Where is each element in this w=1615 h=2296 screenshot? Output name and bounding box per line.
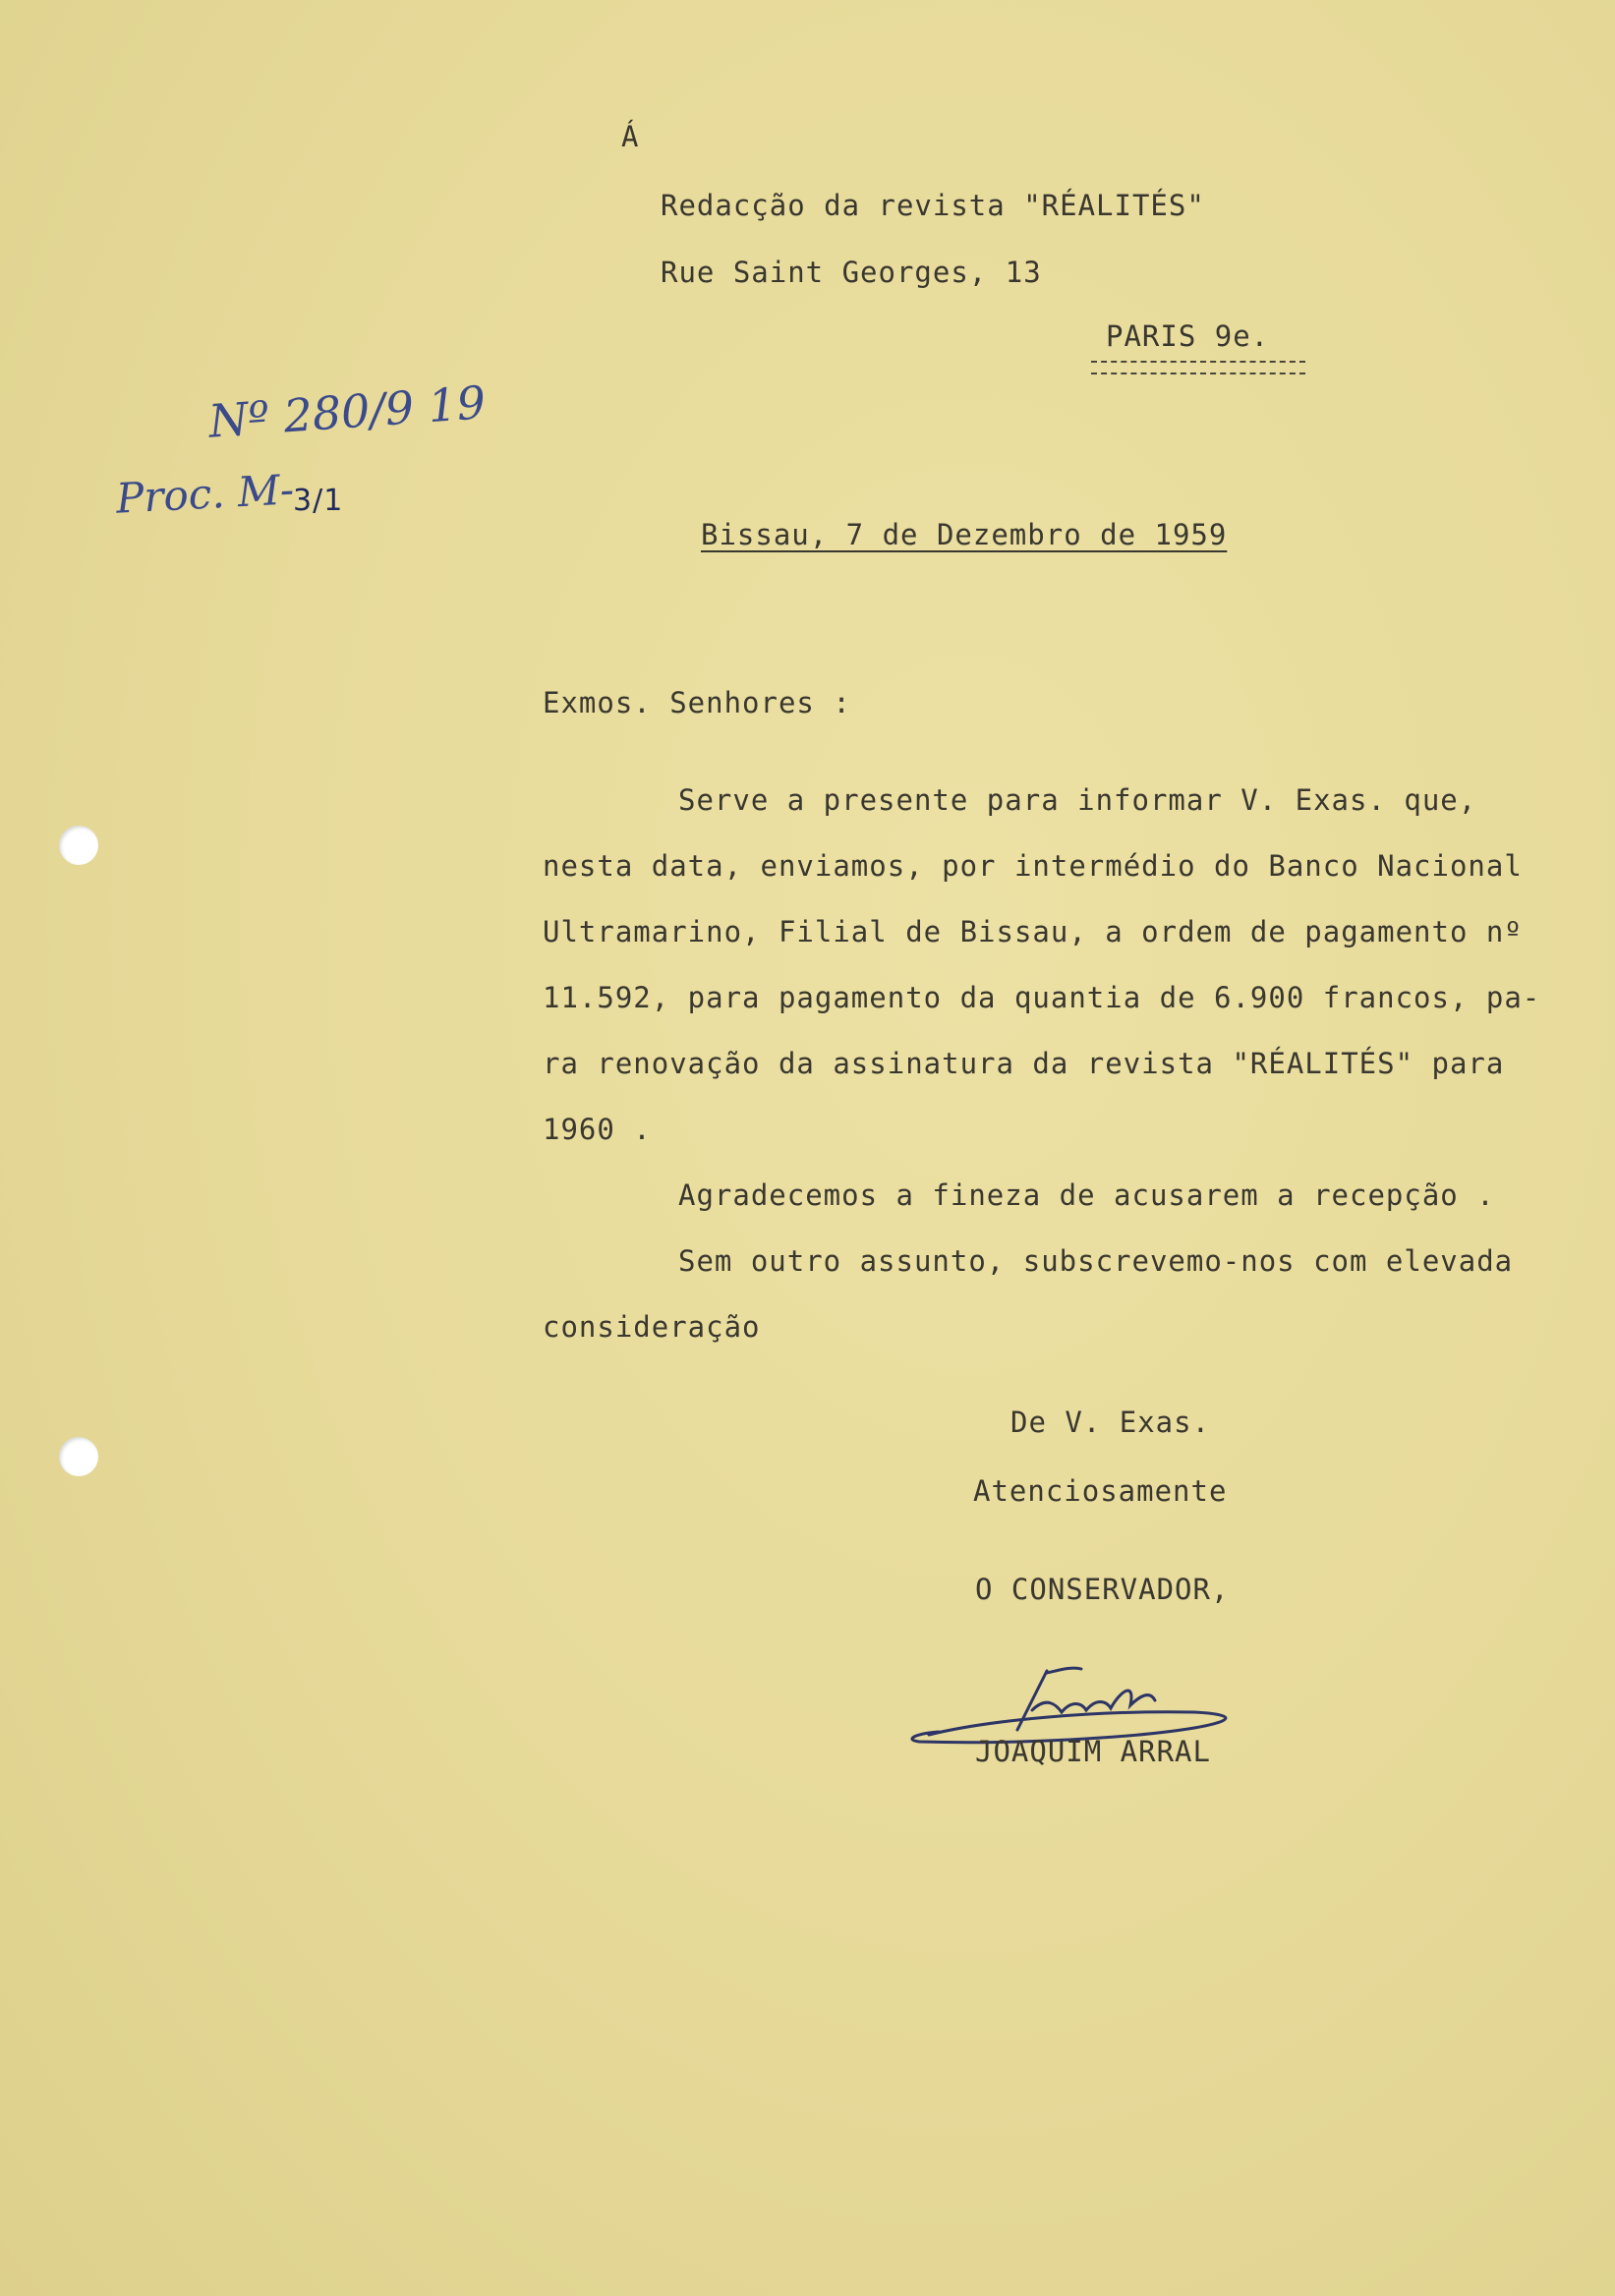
body-line: ra renovação da assinatura da revista "RÉALITÉS" para [543, 1047, 1505, 1080]
double-dashed-rule [1091, 361, 1305, 374]
handwritten-process-ref: Proc. M- [114, 465, 296, 523]
body-line: Ultramarino, Filial de Bissau, a ordem de pagamento nº [543, 915, 1523, 948]
closing-line-2: Atenciosamente [973, 1474, 1228, 1508]
body-line: Sem outro assunto, subscrevemo-nos com elevada [678, 1244, 1514, 1278]
letter-date: Bissau, 7 de Dezembro de 1959 [701, 518, 1228, 551]
punch-hole-top [59, 826, 98, 865]
punch-hole-bottom [59, 1437, 98, 1476]
body-line: Serve a presente para informar V. Exas. que, [678, 783, 1477, 817]
recipient-line-2: Rue Saint Georges, 13 [661, 256, 1042, 289]
body-line: nesta data, enviamos, por intermédio do Banco Nacional [543, 849, 1523, 883]
body-line: 1960 . [543, 1113, 652, 1146]
body-line: 11.592, para pagamento da quantia de 6.900 francos, pa- [543, 981, 1541, 1014]
recipient-line-3: PARIS 9e. [1106, 319, 1270, 353]
body-line: Agradecemos a fineza de acusarem a recepção . [678, 1178, 1495, 1212]
salutation: Exmos. Senhores : [543, 686, 851, 719]
body-line: consideração [543, 1310, 761, 1344]
handwritten-reference-number: Nº 280/9 19 [206, 375, 488, 448]
closing-line-1: De V. Exas. [1010, 1406, 1211, 1439]
corner-mark: Á [621, 120, 640, 153]
recipient-line-1: Redacção da revista "RÉALITÉS" [661, 189, 1205, 222]
closing-title: O CONSERVADOR, [975, 1573, 1230, 1606]
process-ref-number: 3/1 [293, 484, 344, 518]
signatory-name: JOAQUIM ARRAL [975, 1735, 1211, 1768]
